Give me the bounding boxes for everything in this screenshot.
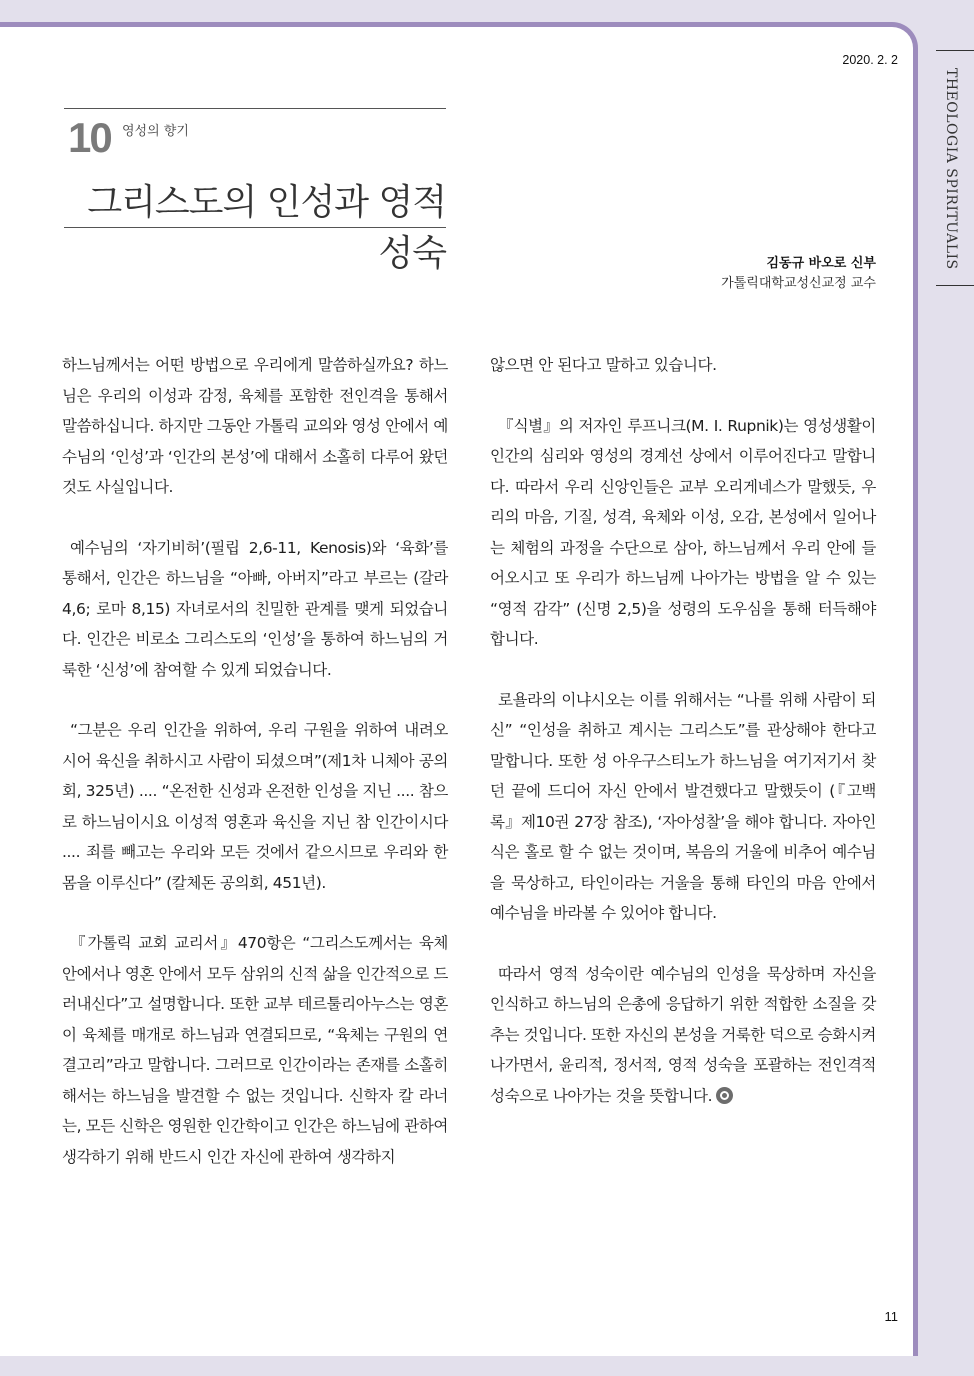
header-rule-top [64,108,446,109]
paragraph: 예수님의 ‘자기비허’(필립 2,6-11, Kenosis)와 ‘육화’를 통해서, 인간은 하느님을 “아빠, 아버지”라고 부르는 (갈라 4,6; 로마 8,15) 자녀로서의 친밀한 관계를 맺게 되었습니다. 인간은 비로소 그리스도의 ‘인성’을 통하여 하느님의 거룩한 ‘신성’에 참여할 수 있게 되었습니다. [62,538,448,679]
body-column-left [62,350,448,1202]
paragraph: 『가톨릭 교회 교리서』470항은 “그리스도께서는 육체 안에서나 영혼 안에서 모두 삼위의 신적 삶을 인간적으로 드러내신다”고 설명합니다. 또한 교부 테르툴리아누스는 영혼이 육체를 매개로 하느님과 연결되므로, “육체는 구원의 연결고리”라고 말합니다. 그러므로 인간이라는 존재를 소홀히 해서는 하느님을 발견할 수 없는 것입니다. 신학자 칼 라너는, 모든 신학은 영원한 인간학이고 인간은 하느님에 관하여 생각하기 위해 반드시 인간 자신에 관하여 생각하지 [62,934,448,1166]
side-divider-bottom [936,285,974,286]
author-name: 김동규 바오로 신부 [766,256,876,271]
page-number: 11 [884,1309,898,1324]
header-rule-bottom [64,227,446,228]
paragraph: 『식별』의 저자인 루프니크(M. I. Rupnik)는 영성생활이 인간의 심리와 영성의 경계선 상에서 이루어진다고 말합니다. 따라서 우리 신앙인들은 교부 오리게네스가 말했듯, 우리의 마음, 기질, 성격, 육체와 이성, 오감, 본성에서 일어나는 체험의 과정을 수단으로 삼아, 하느님께서 우리 안에 들어오시고 또 우리가 하느님께 나아가는 방법을 알 수 있는 “영적 감각” (신명 2,5)을 성령의 도우심을 통해 터득해야 합니다. [490,416,876,648]
paragraph: “그분은 우리 인간을 위하여, 우리 구원을 위하여 내려오시어 육신을 취하시고 사람이 되셨으며”(제1차 니체아 공의회, 325년) .... “온전한 신성과 온전한 인성을 지닌 .... 참으로 하느님이시요 이성적 영혼과 육신을 지닌 참 인간이시다 .... 죄를 빼고는 우리와 모든 것에서 같으시므로 우리와 한 몸을 이루신다” (칼체돈 공의회, 451년). [62,721,448,892]
issue-date: 2020. 2. 2 [842,53,898,67]
body-column-right [490,350,876,1141]
journal-title: THEOLOGIA SPIRITUALIS [943,68,959,270]
side-divider-top [936,50,974,51]
series-label: 영성의 향기 [122,124,189,139]
series-number: 10 [68,114,111,161]
author-affiliation: 가톨릭대학교성신교정 교수 [721,276,876,291]
paragraph-text: 따라서 영적 성숙이란 예수님의 인성을 묵상하며 자신을 인식하고 하느님의 은총에 응답하기 위한 적합한 소질을 갖추는 것입니다. 또한 자신의 본성을 거룩한 덕으로 승화시켜 나가면서, 윤리적, 정서적, 영적 성숙을 포괄하는 전인격적 성숙으로 나아가는 것을 뜻합니다. [490,964,876,1105]
end-mark-icon [716,1087,733,1104]
paragraph-last [490,959,876,1112]
paragraph: 않으면 안 된다고 말하고 있습니다. [490,356,717,374]
paragraph: 로욜라의 이냐시오는 이를 위해서는 “나를 위해 사람이 되신” “인성을 취하고 계시는 그리스도”를 관상해야 한다고 말합니다. 또한 성 아우구스티노가 하느님을 여기저기서 찾던 끝에 드디어 자신 안에서 발견했다고 말했듯이 (『고백록』제10권 27장 참조), ‘자아성찰’을 해야 합니다. 자아인식은 홀로 할 수 없는 것이며, 복음의 거울에 비추어 예수님을 묵상하고, 타인이라는 거울을 통해 타인의 마음 안에서 예수님을 바라볼 수 있어야 합니다. [490,690,876,922]
paragraph: 하느님께서는 어떤 방법으로 우리에게 말씀하실까요? 하느님은 우리의 이성과 감정, 육체를 포함한 전인격을 통해서 말씀하십니다. 하지만 그동안 가톨릭 교의와 영성 안에서 예수님의 ‘인성’과 ‘인간의 본성’에 대해서 소홀히 다루어 왔던 것도 사실입니다. [62,356,448,496]
article-title: 그리스도의 인성과 영적 성숙 [87,182,446,274]
